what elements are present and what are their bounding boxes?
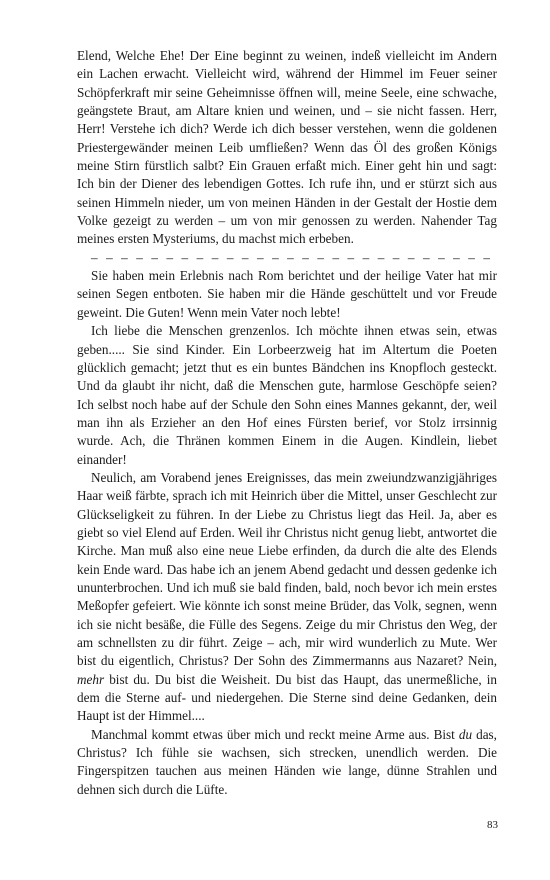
paragraph: Ich liebe die Menschen grenzenlos. Ich möchte ihnen etwas sein, etwas geben..... Sie sind Kinder. Ein Lorbeerzweig hat im Altertum die Poeten glücklich gemacht; jetzt thut es ein buntes Bändchen ins Knopfloch gesteckt. Und da glaubt ihr nicht, daß die Menschen gute, harmlose Geschöpfe seien? Ich selbst noch habe auf der Schule den Sohn eines Mannes gekannt, der, weil man ihn als Erzieher an den Hof eines Fürsten berief, vor Stolz irrsinnig wurde. Ach, die Thränen kommen Einem in die Augen. Kindlein, liebet einander!	[77, 323, 497, 467]
emphasis: mehr	[77, 671, 105, 687]
paragraph-text: das, Christus? Ich fühle sie wachsen, sich strecken, unendlich werden. Die Fingerspitzen tauchen aus meinen Händen wie lange, dünne Strahlen und dehnen sich durch die Lüfte.	[77, 726, 497, 797]
page-number: 83	[487, 819, 498, 831]
paragraph	[77, 469, 497, 726]
paragraph: Sie haben mein Erlebnis nach Rom berichtet und der heilige Vater hat mir seinen Segen entboten. Sie haben mir die Hände geschüttelt und vor Freude geweint. Die Guten! Wenn mein Vater noch lebte!	[77, 268, 497, 320]
emphasis: du	[458, 726, 473, 742]
body-text	[77, 47, 497, 799]
paragraph-text: bist du. Du bist die Weisheit. Du bist das Haupt, das unermeßliche, in dem die Sterne auf- und niedergehen. Die Sterne sind deine Gedanken, dein Haupt ist der Himmel....	[77, 671, 497, 724]
paragraph-text: Manchmal kommt etwas über mich und reckt meine Arme aus. Bist	[91, 726, 455, 742]
paragraph	[77, 726, 497, 799]
paragraph-text: Neulich, am Vorabend jenes Ereignisses, das mein zweiundzwanzigjähriges Haar weiß färbte, sprach ich mit Heinrich über die Mittel, unser Geschlecht zur Glückseligkeit zu führen. In der Liebe zu Christus liegt das Heil. Ja, aber es giebt so viel Elend auf Erden. Weil ihr Christus nicht genug liebt, antwortet die Kirche. Man muß also eine neue Liebe erfinden, da durch die alte des Elends kein Ende ward. Das habe ich an jenem Abend gedacht und dessen gedenke ich ununterbrochen. Und ich muß sie bald finden, bald, noch bevor ich mein erstes Meßopfer gefeiert. Wie könnte ich sonst meine Brüder, das Volk, segnen, wenn ich sie nicht besäße, die Fülle des Segens. Zeige du mir Christus den Weg, der am schnellsten zu dir führt. Zeige – ach, mir wird wunderlich zu Mute. Wer bist du eigentlich, Christus? Der Sohn des Zimmermanns aus Nazaret? Nein,	[77, 469, 497, 669]
section-divider: – – – – – – – – – – – – – – – – – – – – – – – – – – –	[91, 249, 493, 265]
paragraph: Elend, Welche Ehe! Der Eine beginnt zu weinen, indeß vielleicht im Andern ein Lachen erwacht. Vielleicht wird, während der Himmel im Feuer seiner Schöpferkraft mir seine Geheimnisse öffnen will, meine Seele, eine schwache, geängstete Braut, am Altare knien und weinen, und – sie nicht fassen. Herr, Herr! Verstehe ich dich? Werde ich dich besser verstehen, wenn die goldenen Priestergewänder meinen Leib umfließen? Wenn das Öl des großen Königs meine Stirn fürstlich salbt? Ein Grauen erfaßt mich. Einer geht hin und sagt: Ich bin der Diener des lebendigen Gottes. Ich rufe ihn, und er stürzt sich aus seinen Himmeln nieder, um von meinen Händen in der Gestalt der Hostie dem Volke gezeigt zu werden – um von mir genossen zu werden. Nahender Tag meines ersten Mysteriums, du machst mich erbeben.	[77, 48, 497, 247]
